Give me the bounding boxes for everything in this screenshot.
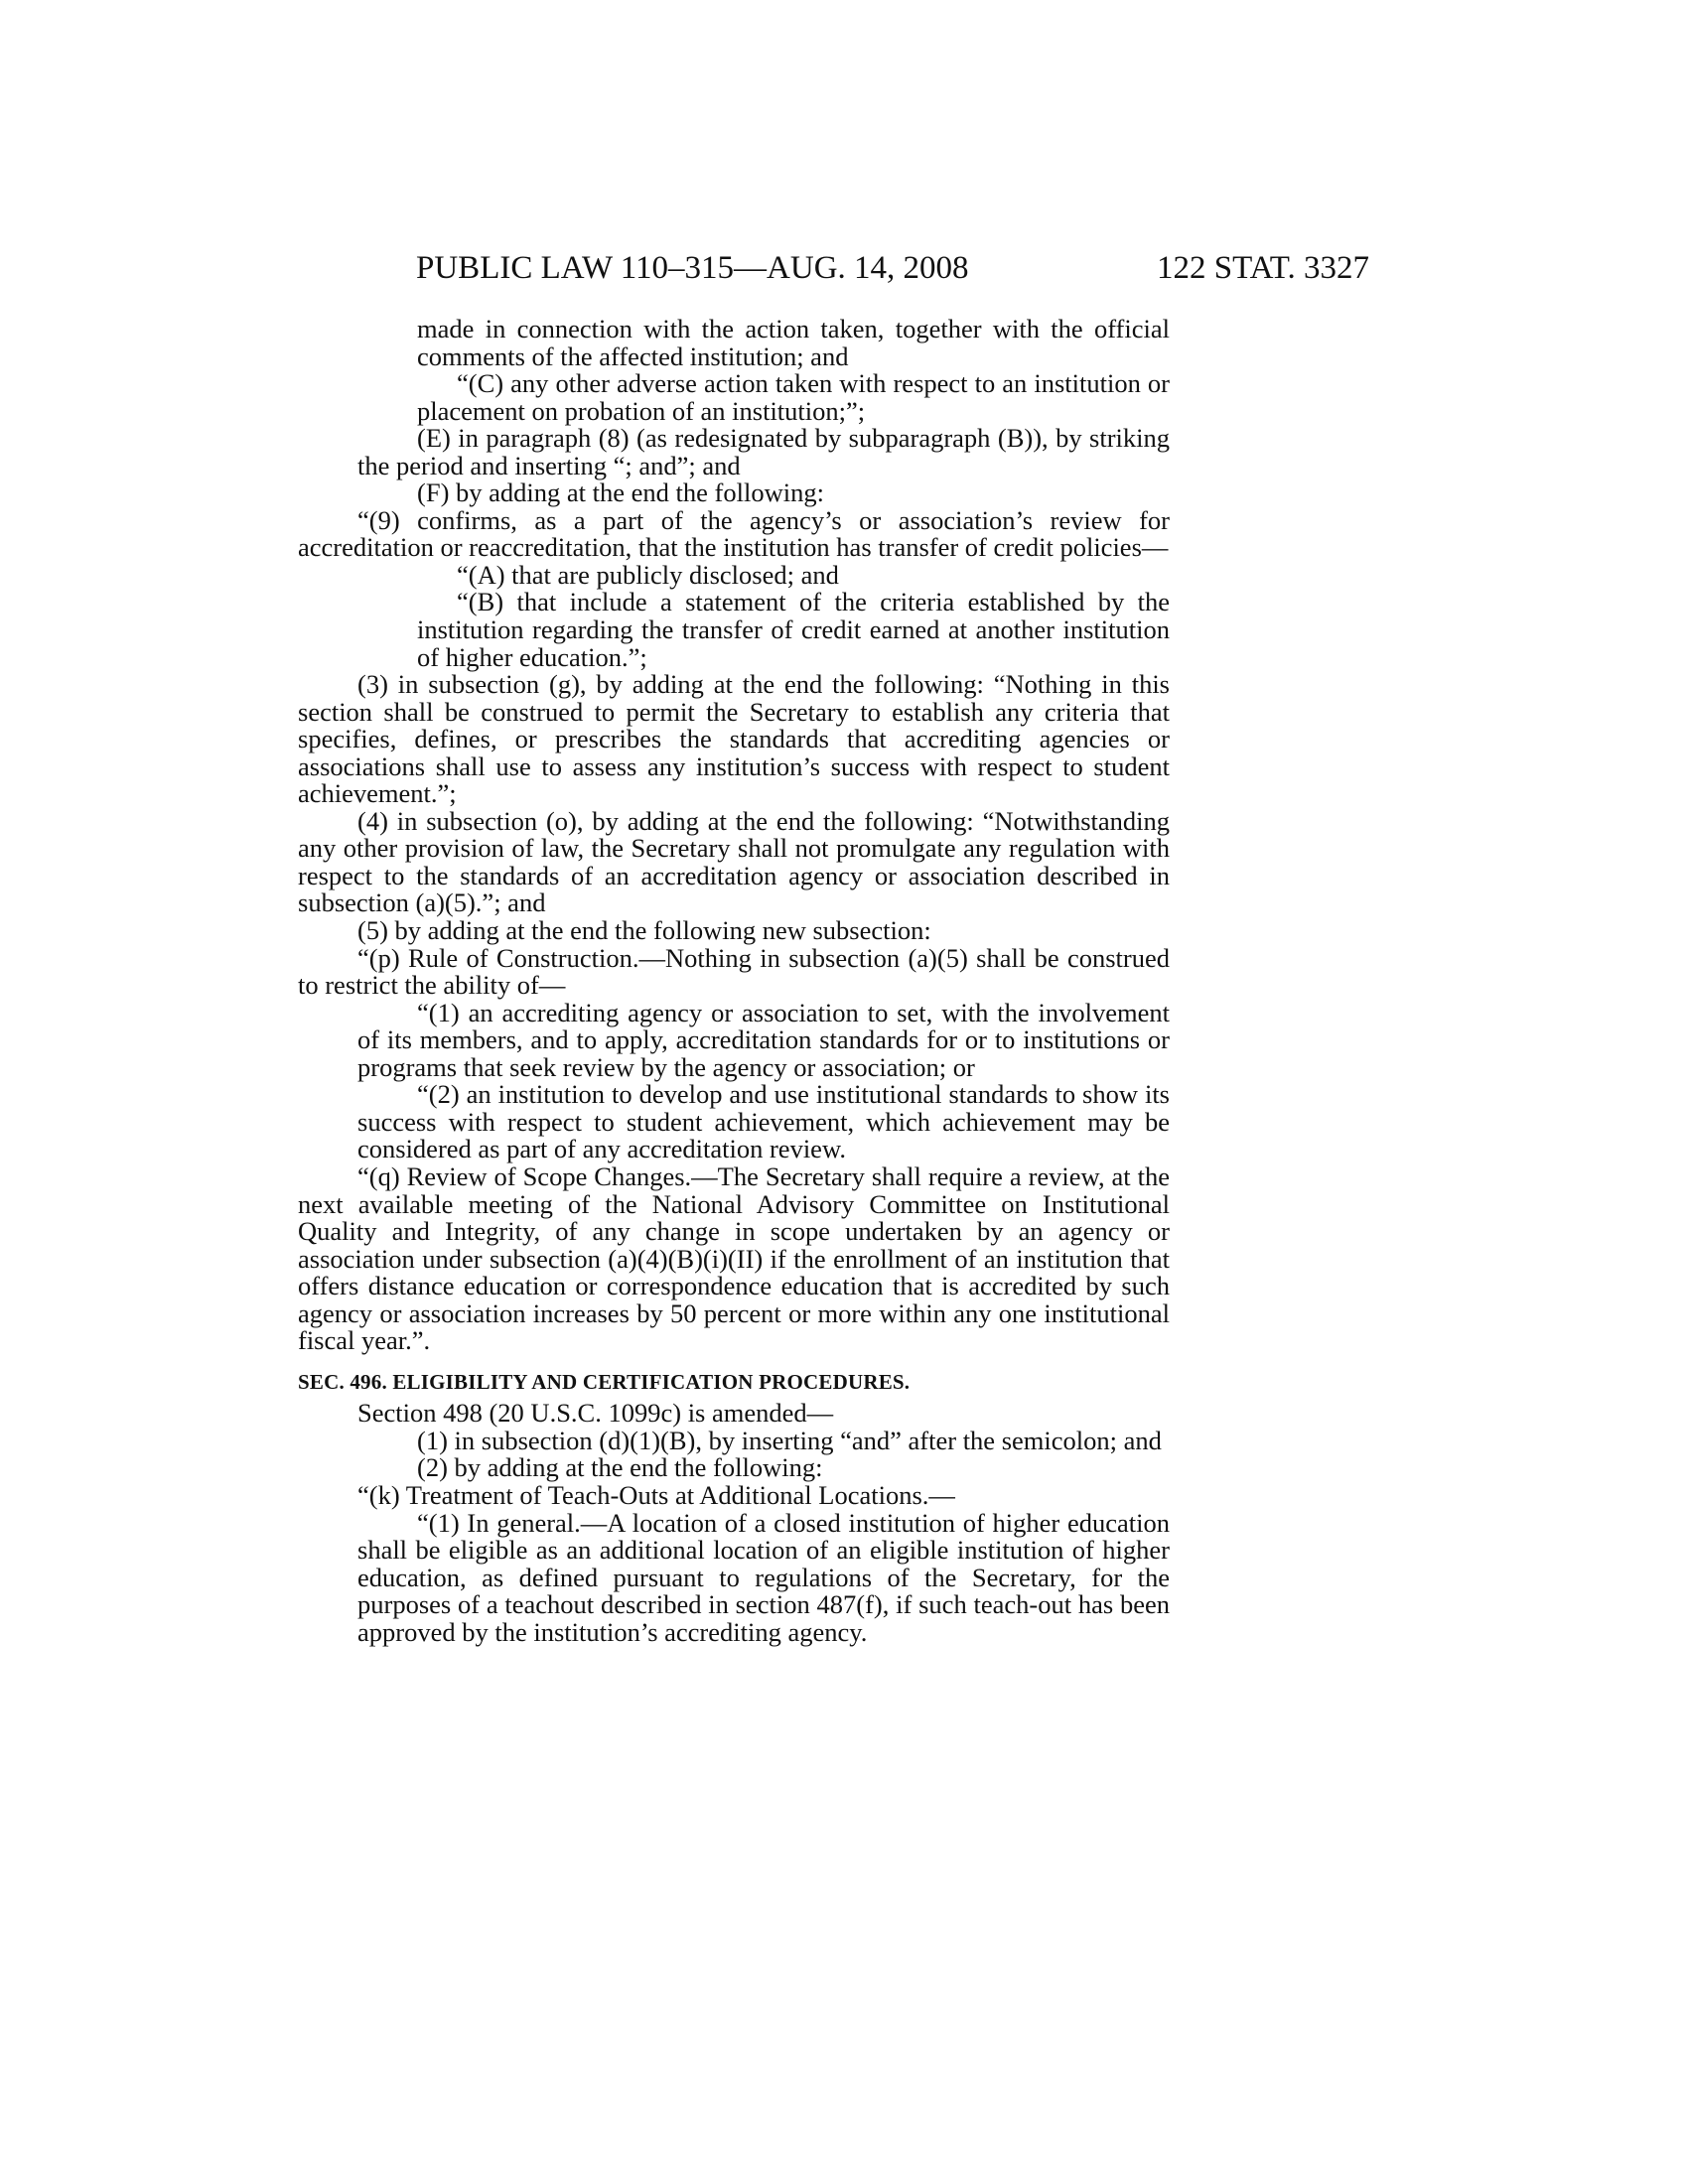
paragraph: (F) by adding at the end the following: bbox=[417, 478, 824, 508]
paragraph: (5) by adding at the end the following new subsection: bbox=[357, 915, 931, 946]
paragraph: “(B) that include a statement of the criteria established by the institution regarding the transfer of credit earned at another institution of higher education.”; bbox=[417, 587, 1170, 672]
paragraph: “(1) In general.—A location of a closed institution of higher education shall be eligible as an additional location of an eligible institution of higher education, as defined pursuant to regulations of the Secretary, for the purposes of a teachout described in section 487(f), if such teach-out has been approved by the institution’s accrediting agency. bbox=[357, 1507, 1170, 1647]
paragraph: “(2) an institution to develop and use institutional standards to show its success with respect to student achievement, which achievement may be considered as part of any accreditation review. bbox=[357, 1079, 1170, 1164]
paragraph: (3) in subsection (g), by adding at the end the following: “Nothing in this section shall be construed to permit the Secretary to establish any criteria that specifies, defines, or prescribes the standards that accrediting agencies or associations shall use to assess any institution’s success with respect to student achievement.”; bbox=[298, 669, 1170, 809]
header-title: PUBLIC LAW 110–315—AUG. 14, 2008 bbox=[416, 250, 969, 286]
header-page-number: 122 STAT. 3327 bbox=[1156, 250, 1369, 286]
paragraph: (2) by adding at the end the following: bbox=[417, 1452, 823, 1483]
paragraph: (1) in subsection (d)(1)(B), by inserting “and” after the semicolon; and bbox=[417, 1425, 1162, 1455]
paragraph: (E) in paragraph (8) (as redesignated by subparagraph (B)), by striking the period and inserting “; and”; and bbox=[357, 423, 1170, 480]
section-heading: SEC. 496. ELIGIBILITY AND CERTIFICATION PROCEDURES. bbox=[298, 1369, 911, 1394]
paragraph: “(C) any other adverse action taken with respect to an institution or placement on probation of an institution;”; bbox=[417, 368, 1170, 426]
body-text bbox=[298, 316, 1170, 1646]
paragraph: “(q) Review of Scope Changes.—The Secretary shall require a review, at the next available meeting of the National Advisory Committee on Institutional Quality and Integrity, of any change in scope undertaken by an agency or association under subsection (a)(4)(B)(i)(II) if the enrollment of an institution that offers distance education or correspondence education that is accredited by such agency or association increases by 50 percent or more within any one institutional fiscal year.”. bbox=[298, 1160, 1170, 1356]
paragraph: “(p) Rule of Construction.—Nothing in subsection (a)(5) shall be construed to restrict the ability of— bbox=[298, 942, 1170, 1001]
paragraph: (4) in subsection (o), by adding at the end the following: “Notwithstanding any other provision of law, the Secretary shall not promulgate any regulation with respect to the standards of an accreditation agency or association described in subsection (a)(5).”; and bbox=[298, 805, 1170, 918]
paragraph: Section 498 (20 U.S.C. 1099c) is amended— bbox=[357, 1398, 834, 1429]
paragraph: “(k) Treatment of Teach-Outs at Additional Locations.— bbox=[357, 1479, 955, 1510]
paragraph: “(A) that are publicly disclosed; and bbox=[457, 559, 839, 590]
paragraph: made in connection with the action taken, together with the official comments of the affected institution; and bbox=[417, 314, 1170, 371]
paragraph: “(9) confirms, as a part of the agency’s or association’s review for accreditation or reaccreditation, that the institution has transfer of credit policies— bbox=[298, 504, 1170, 563]
paragraph: “(1) an accrediting agency or association to set, with the involvement of its members, and to apply, accreditation standards for or to institutions or programs that seek review by the agency or association; or bbox=[357, 997, 1170, 1082]
